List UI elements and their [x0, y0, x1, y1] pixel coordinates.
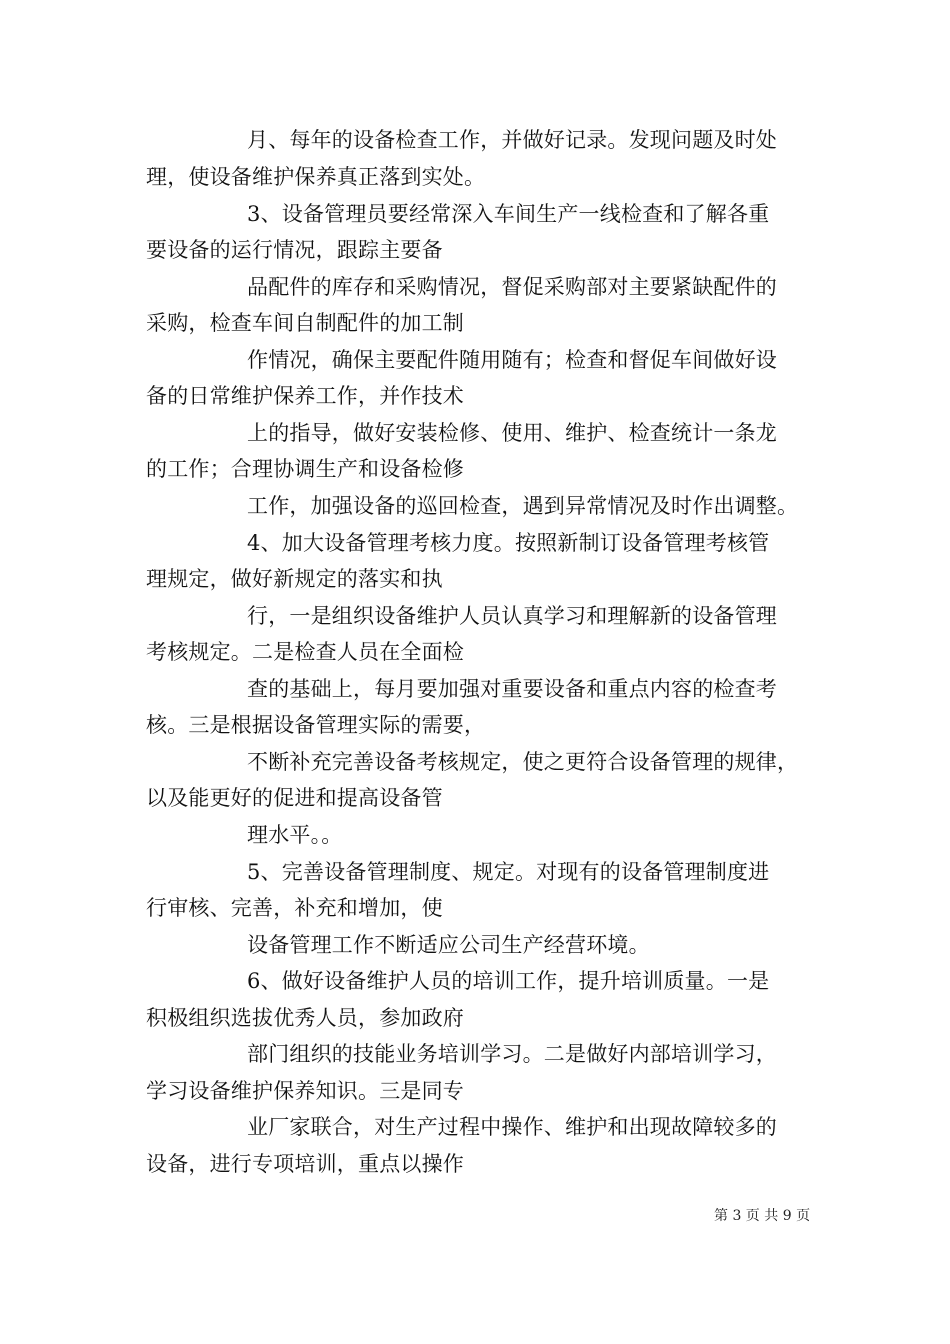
text-line: 设备管理工作不断适应公司生产经营环境。: [247, 933, 650, 957]
text-line: 理规定，做好新规定的落实和执: [146, 567, 443, 591]
text-line: 行审核、完善，补充和增加，使: [146, 896, 443, 920]
text-line: 设备，进行专项培训，重点以操作: [146, 1152, 464, 1176]
text-line: 学习设备维护保养知识。三是同专: [146, 1079, 464, 1103]
text-line: 上的指导，做好安装检修、使用、维护、检查统计一条龙: [247, 421, 777, 445]
text-line: 工作，加强设备的巡回检查，遇到异常情况及时作出调整。: [247, 494, 799, 518]
text-line: 6、做好设备维护人员的培训工作，提升培训质量。一是: [247, 969, 770, 993]
text-line: 积极组织选拔优秀人员，参加政府: [146, 1006, 464, 1030]
text-line: 不断补充完善设备考核规定，使之更符合设备管理的规律，: [247, 750, 799, 774]
text-line: 5、完善设备管理制度、规定。对现有的设备管理制度进: [247, 860, 770, 884]
text-line: 理水平。。: [247, 823, 343, 847]
page-number: 第 3 页 共 9 页: [714, 1208, 811, 1224]
text-line: 的工作；合理协调生产和设备检修: [146, 457, 464, 481]
text-line: 要设备的运行情况，跟踪主要备: [146, 238, 443, 262]
text-line: 采购，检查车间自制配件的加工制: [146, 311, 464, 335]
text-line: 3、设备管理员要经常深入车间生产一线检查和了解各重: [247, 202, 770, 226]
text-line: 月、每年的设备检查工作，并做好记录。发现问题及时处: [247, 128, 777, 152]
text-line: 核。三是根据设备管理实际的需要，: [146, 713, 486, 737]
text-line: 业厂家联合，对生产过程中操作、维护和出现故障较多的: [247, 1115, 777, 1139]
text-line: 4、加大设备管理考核力度。按照新制订设备管理考核管: [247, 531, 770, 555]
text-line: 部门组织的技能业务培训学习。二是做好内部培训学习，: [247, 1042, 777, 1066]
text-line: 作情况，确保主要配件随用随有；检查和督促车间做好设: [247, 348, 777, 372]
text-line: 以及能更好的促进和提高设备管: [146, 786, 443, 810]
text-line: 考核规定。二是检查人员在全面检: [146, 640, 464, 664]
text-line: 行，一是组织设备维护人员认真学习和理解新的设备管理: [247, 604, 777, 628]
text-line: 理，使设备维护保养真正落到实处。: [146, 165, 486, 189]
text-line: 备的日常维护保养工作，并作技术: [146, 384, 464, 408]
text-line: 查的基础上，每月要加强对重要设备和重点内容的检查考: [247, 677, 777, 701]
text-line: 品配件的库存和采购情况，督促采购部对主要紧缺配件的: [247, 275, 777, 299]
